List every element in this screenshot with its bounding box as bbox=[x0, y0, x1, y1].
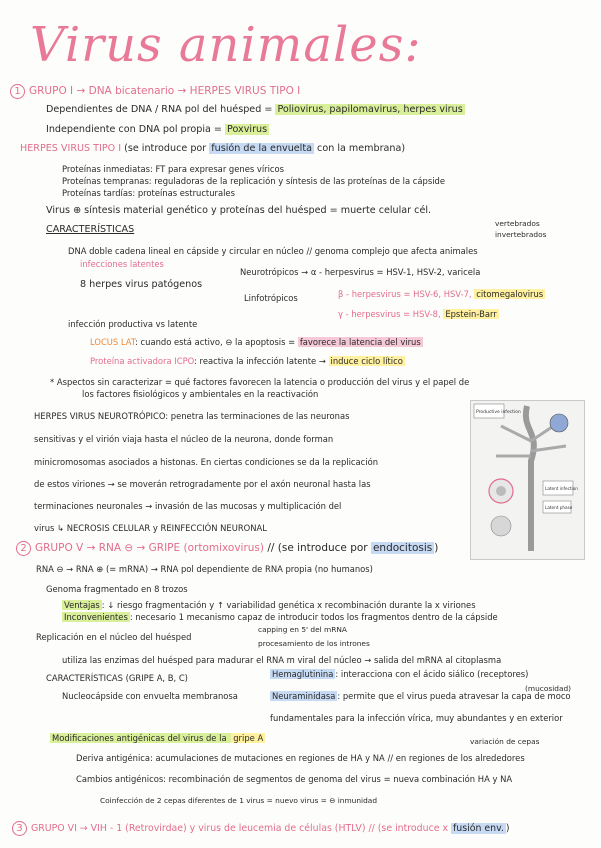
group5-header: 2 GRUPO V → RNA ⊖ → GRIPE (ortomixovirus) // (se introduce por endocitosis ) bbox=[16, 541, 438, 556]
dependientes-line: Dependientes de DNA / RNA pol del huésped = Poliovirus, papilomavirus, herpes virus bbox=[46, 104, 463, 115]
group6-header: 3 GRUPO VI → VIH - 1 (Retrovirdae) y virus de leucemia de células (HTLV) // (se introduce x fusión env. ) bbox=[12, 821, 510, 836]
neuron-infection-diagram bbox=[470, 400, 585, 560]
invertebrados-label: invertebrados bbox=[495, 230, 547, 239]
neuraminidasa-line: Neuraminidasa : permite que el virus pueda atravesar la capa de moco bbox=[272, 691, 571, 701]
neurotropico-line1: HERPES VIRUS NEUROTRÓPICO: penetra las terminaciones de las neuronas bbox=[34, 411, 350, 421]
group6-number: 3 bbox=[12, 821, 27, 836]
neurotropico-line6: virus ↳ NECROSIS CELULAR y REINFECCIÓN NEURONAL bbox=[34, 523, 267, 533]
locus-lat-line: LOCUS LAT: cuando está activo, ⊖ la apoptosis = favorece la latencia del virus bbox=[90, 337, 421, 347]
neurotropicos-line: Neurotrópicos → α - herpesvirus = HSV-1, HSV-2, varicela bbox=[240, 267, 481, 277]
procesamiento-label: procesamiento de los intrones bbox=[258, 639, 370, 648]
cambios-line: Cambios antigénicos: recombinación de segmentos de genoma del virus = nueva combinación HA y NA bbox=[76, 774, 513, 784]
nucleocapside-line: Nucleocápside con envuelta membranosa bbox=[62, 691, 238, 701]
group1-number: 1 bbox=[10, 84, 25, 99]
genoma-line: Genoma fragmentado en 8 trozos bbox=[46, 584, 188, 594]
replicacion-line: Replicación en el núcleo del huésped bbox=[36, 632, 192, 642]
vertebrados-label: vertebrados bbox=[495, 219, 540, 228]
caracteristicas1-heading: CARACTERÍSTICAS bbox=[46, 224, 135, 235]
fundamentales-line: fundamentales para la infección vírica, muy abundantes y en exterior bbox=[270, 713, 563, 723]
dna-line: DNA doble cadena lineal en cápside y circular en núcleo // genoma complejo que afecta animales bbox=[68, 246, 478, 256]
proteinas-tempranas: Proteínas tempranas: reguladoras de la replicación y síntesis de las proteínas de la cápside bbox=[62, 176, 445, 186]
virus-sintesis-line: Virus ⊕ síntesis material genético y proteínas del huésped = muerte celular cél. bbox=[46, 205, 432, 216]
hemaglutinina-line: Hemaglutinina : interacciona con el ácido siálico (receptores) bbox=[272, 669, 529, 679]
mucosidad-label: (mucosidad) bbox=[525, 684, 572, 693]
beta-herpesvirus-line: β - herpesvirus = HSV-6, HSV-7, citomegalovirus bbox=[338, 289, 544, 299]
diagram-label-productive: Productive infection bbox=[476, 410, 521, 415]
neurotropico-line3: minicromosomas asociados a histonas. En ciertas condiciones se da la replicación bbox=[34, 457, 379, 467]
group1-header: 1 GRUPO I → DNA bicatenario → HERPES VIRUS TIPO I bbox=[10, 84, 300, 99]
gamma-herpesvirus-line: γ - herpesvirus = HSV-8, Epstein-Barr bbox=[338, 309, 497, 319]
neuron-diagram-svg bbox=[471, 401, 584, 559]
neurotropico-line4: de estos viriones → se moverán retrogradamente por el axón neuronal hasta las bbox=[34, 479, 371, 489]
utiliza-line: utiliza las enzimas del huésped para madurar el RNA m viral del núcleo → salida del mRNA al citoplasma bbox=[62, 655, 502, 665]
diagram-label-latent: Latent infection bbox=[545, 486, 578, 491]
icpo-line: Proteína activadora ICPO: reactiva la infección latente → induce ciclo lítico bbox=[90, 356, 403, 366]
neurotropico-line2: sensitivas y el virión viaja hasta el núcleo de la neurona, donde forman bbox=[34, 434, 334, 444]
herpes-tipo1-line: HERPES VIRUS TIPO I (se introduce por fusión de la envuelta con la membrana) bbox=[20, 143, 406, 154]
proteinas-tardias: Proteínas tardías: proteínas estructurales bbox=[62, 188, 235, 198]
herpes-patogenos: 8 herpes virus patógenos bbox=[80, 279, 203, 290]
ventajas-line: Ventajas : ↓ riesgo fragmentación y ↑ variabilidad genética x recombinación durante la x viriones bbox=[64, 600, 476, 610]
capping-label: capping en 5' del mRNA bbox=[258, 625, 347, 634]
aspectos-line2: los factores fisiológicos y ambientales en la reactivación bbox=[82, 389, 319, 399]
caracteristicas2-heading: CARACTERÍSTICAS (GRIPE A, B, C) bbox=[46, 673, 188, 683]
page-title: Virus animales: bbox=[30, 17, 422, 73]
variacion-cepas-label: variación de cepas bbox=[470, 737, 540, 746]
coinfeccion-line: Coinfección de 2 cepas diferentes de 1 virus = nuevo virus = ⊖ inmunidad bbox=[100, 796, 378, 805]
deriva-line: Deriva antigénica: acumulaciones de mutaciones en regiones de HA y NA // en regiones de los alrededores bbox=[76, 753, 525, 763]
group5-number: 2 bbox=[16, 541, 31, 556]
diagram-label-latent-phase: Latent phase bbox=[545, 505, 573, 510]
infecciones-latentes: infecciones latentes bbox=[80, 259, 164, 269]
neurotropico-line5: terminaciones neuronales → invasión de las mucosas y multiplicación del bbox=[34, 501, 342, 511]
proteinas-inmediatas: Proteínas inmediatas: FT para expresar genes víricos bbox=[62, 164, 285, 174]
infeccion-productiva: infección productiva vs latente bbox=[68, 319, 198, 329]
linfotropicos-label: Linfotrópicos bbox=[244, 293, 298, 303]
independiente-line: Independiente con DNA pol propia = Poxvirus bbox=[46, 124, 268, 135]
rna-line: RNA ⊖ → RNA ⊕ (= mRNA) → RNA pol dependiente de RNA propia (no humanos) bbox=[36, 564, 373, 574]
modificaciones-line: Modificaciones antigénicas del virus de la gripe A bbox=[52, 733, 264, 743]
inconvenientes-line: Inconvenientes : necesario 1 mecanismo capaz de introducir todos los fragmentos dentro de la cápside bbox=[64, 612, 498, 622]
aspectos-line1: * Aspectos sin caracterizar = qué factores favorecen la latencia o producción del virus y el papel de bbox=[50, 377, 470, 387]
